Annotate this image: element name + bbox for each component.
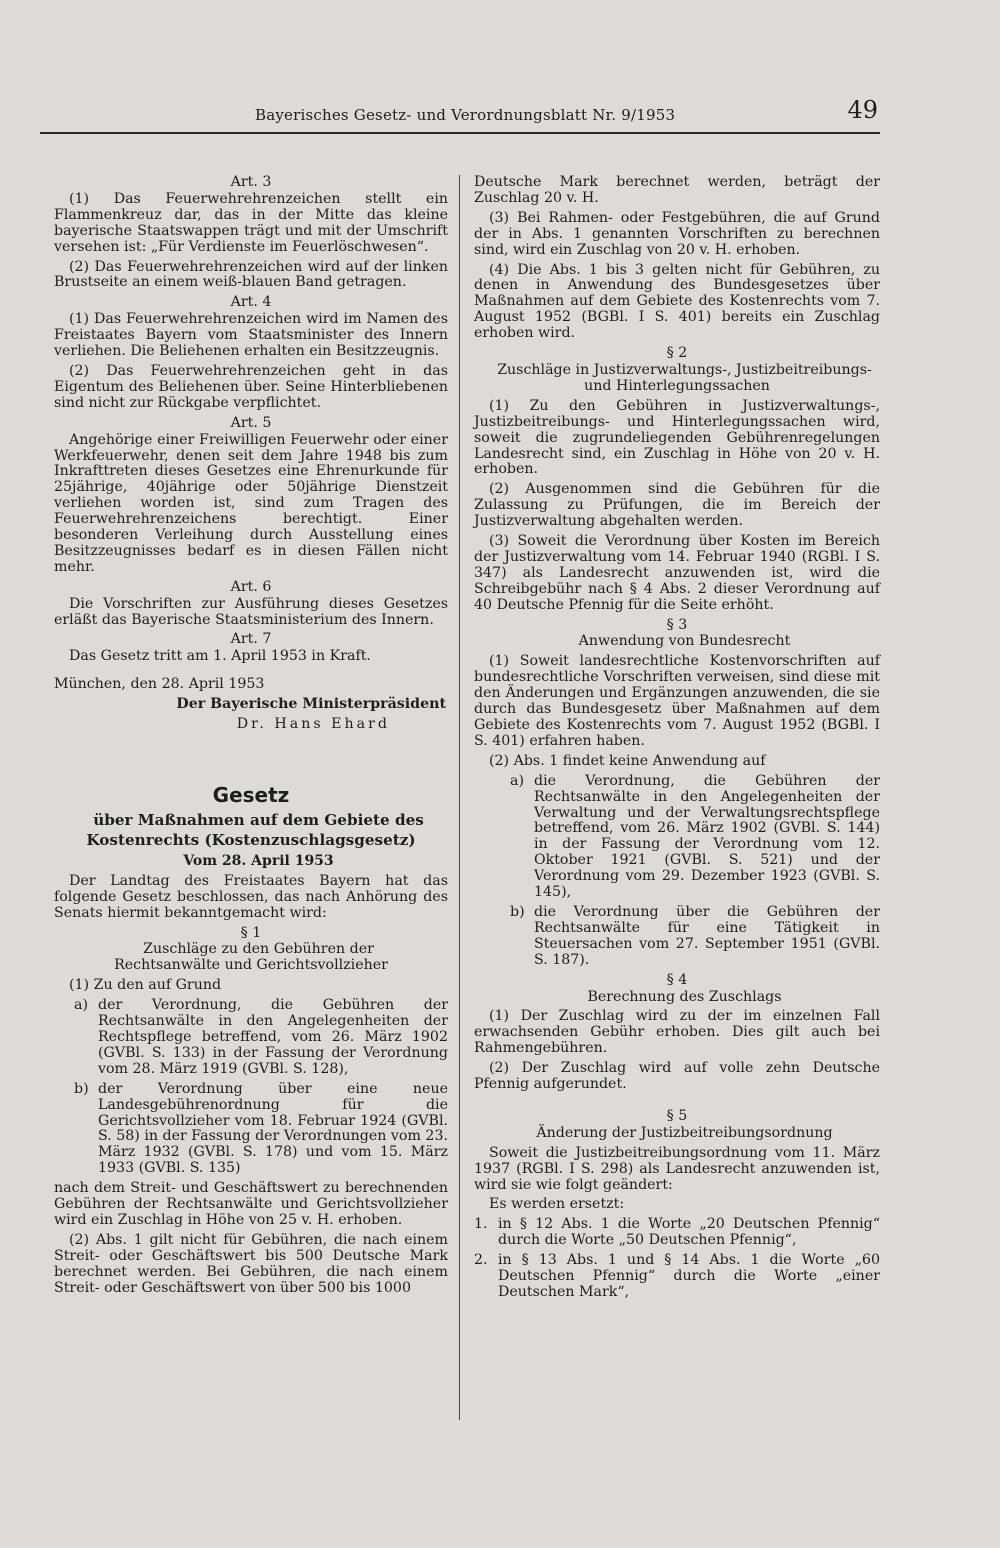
s3-paragraph-2-intro: (2) Abs. 1 findet keine Anwendung auf [489,752,766,769]
art4-heading: Art. 4 [230,294,272,311]
s4-paragraph-1: (1) Der Zuschlag wird zu der im einzelnen Fall erwachsenden Gebühr erhoben. Dies gilt auch bei Rahmengebühren. [474,1008,880,1057]
s3-item-b-text: die Verordnung über die Gebühren der Rechtsanwälte für eine Tätigkeit in Steuersachen vom 27. September 1951 (GVBl. S. 187). [534,903,880,968]
s5-item-2 [474,1253,880,1301]
signer-title: Der Bayerische Ministerpräsident [176,696,446,713]
art4-paragraph-1: (1) Das Feuerwehrehrenzeichen wird im Namen des Freistaates Bayern vom Staatsminister des Innern verliehen. Die Beliehenen erhalten ein Besitzzeugnis. [54,311,448,360]
art5-heading: Art. 5 [230,414,272,431]
s3-paragraph-1: (1) Soweit landesrechtliche Kostenvorschriften auf bundesrechtliche Vorschriften verweisen, sind diese mit den Änderungen und Ergänzungen anzuwenden, die sie durch das Bundesgesetz über Maßnahmen auf dem Gebiete des Kostenrechts vom 7. August 1952 (BGBl. I S. 401) erfahren haben. [474,653,880,749]
s3-item-b [474,905,880,969]
journal-title: Bayerisches Gesetz- und Verordnungsblatt Nr. 9/1953 [255,106,676,124]
art7-paragraph-1: Das Gesetz tritt am 1. April 1953 in Kraft. [69,648,371,665]
s5-paragraph-1: Soweit die Justizbeitreibungsordnung vom 11. März 1937 (RGBl. I S. 298) als Landesrecht anzuwenden ist, wird sie wie folgt geändert: [474,1144,880,1193]
s1-paragraph-2: (2) Abs. 1 gilt nicht für Gebühren, die nach einem Streit- oder Geschäftswert bis 500 Deutsche Mark berechnet werden. Bei Gebühren, die nach einem Streit- oder Geschäftswert von über 500 bis 1000 [54,1231,448,1296]
s1-title: Zuschläge zu den Gebühren der Rechtsanwälte und Gerichtsvollzieher [114,941,388,974]
s1-paragraph-2-continued: Deutsche Mark berechnet werden, beträgt der Zuschlag 20 v. H. [474,174,880,206]
s4-paragraph-2: (2) Der Zuschlag wird auf volle zehn Deutsche Pfennig aufgerundet. [474,1060,880,1093]
s5-intro: Es werden ersetzt: [489,1196,625,1213]
s2-heading: § 2 [666,345,688,362]
preamble: Der Landtag des Freistaates Bayern hat das folgende Gesetz beschlossen, das nach Anhörung des Senats hiermit bekanntgemacht wird: [54,872,448,921]
s1-paragraph-4: (4) Die Abs. 1 bis 3 gelten nicht für Gebühren, zu denen in Anwendung des Bundesgesetzes über Maßnahmen auf dem Gebiete des Kostenrechts vom 7. August 1952 (BGBl. I S. 401) bereits ein Zuschlag erhoben wird. [474,261,880,342]
s3-heading: § 3 [666,616,688,633]
s3-item-a-label: a) [510,772,524,789]
page-header [40,96,880,134]
art4-paragraph-2: (2) Das Feuerwehrehrenzeichen geht in das Eigentum des Beliehenen über. Seine Hinterbliebenen sind nicht zur Rückgabe verpflichtet. [54,362,448,411]
place-date: München, den 28. April 1953 [54,676,265,693]
s1-item-b-text: der Verordnung über eine neue Landesgebührenordnung für die Gerichtsvollzieher vom 18. Februar 1924 (GVBl. S. 58) in der Fassung der Verordnungen vom 23. März 1932 (GVBl. S. 178) und vom 15. März 1933 (GVBl. S. 135) [98,1080,448,1177]
s1-item-b-label: b) [74,1080,89,1097]
s3-item-a [474,774,880,901]
art7-heading: Art. 7 [230,631,272,648]
page-number: 49 [847,96,878,124]
s3-item-b-label: b) [510,903,525,920]
law-title: Gesetz [212,783,290,807]
s1-item-b [54,1082,448,1177]
s1-paragraph-1-intro: (1) Zu den auf Grund [69,977,222,994]
column-divider [459,175,460,1420]
law-date: Vom 28. April 1953 [183,852,334,869]
s5-item-1-label: 1. [474,1216,488,1233]
art6-paragraph-1: Die Vorschriften zur Ausführung dieses Gesetzes erläßt das Bayerische Staatsministerium des Innern. [54,595,448,628]
s3-item-a-text: die Verordnung, die Gebühren der Rechtsanwälte in den Angelegenheiten der Verwaltung und der Verwaltungsrechtspflege betreffend, vom 26. März 1902 (GVBl. S. 144) in der Fassung der Verordnung vom 12. Oktober 1921 (GVBl. S. 521) und der Verordnung vom 29. Dezember 1923 (GVBl. S. 145), [534,772,880,901]
law-subtitle: über Maßnahmen auf dem Gebiete des Kostenrechts (Kostenzuschlagsgesetz) [86,810,424,849]
s4-title: Berechnung des Zuschlags [587,988,782,1005]
s3-title: Anwendung von Bundesrecht [578,633,791,650]
art3-paragraph-2: (2) Das Feuerwehrehrenzeichen wird auf der linken Brustseite an einem weiß-blauen Band getragen. [54,258,448,291]
signer-name: Dr. Hans Ehard [236,716,390,733]
s2-paragraph-3: (3) Soweit die Verordnung über Kosten im Bereich der Justizverwaltung vom 14. Februar 1940 (RGBl. I S. 347) als Landesrecht anzuwenden ist, wird die Schreibgebühr nach § 4 Abs. 2 dieser Verordnung auf 40 Deutsche Pfennig für die Seite erhöht. [474,533,880,613]
s2-paragraph-1: (1) Zu den Gebühren in Justizverwaltungs-, Justizbeitreibungs- und Hinterlegungssachen wird, soweit die zugrundeliegenden Gebührenregelungen Landesrecht sind, ein Zuschlag in Höhe von 20 v. H. erhoben. [474,397,880,478]
s5-item-2-text: in § 13 Abs. 1 und § 14 Abs. 1 die Worte „60 Deutschen Pfennig“ durch die Worte „einer Deutschen Mark“, [498,1252,880,1300]
s1-item-a-label: a) [74,997,88,1014]
s5-item-1-text: in § 12 Abs. 1 die Worte „20 Deutschen Pfennig“ durch die Worte „50 Deutschen Pfennig“, [498,1216,880,1249]
s1-item-a-text: der Verordnung, die Gebühren der Rechtsanwälte in den Angelegenheiten der Rechtspflege betreffend, vom 26. März 1902 (GVBl. S. 133) in der Fassung der Verordnung vom 28. März 1919 (GVBl. S. 128), [98,997,448,1077]
s1-item-a [54,998,448,1078]
s5-item-2-label: 2. [474,1252,488,1269]
art3-paragraph-1: (1) Das Feuerwehrehrenzeichen stellt ein Flammenkreuz dar, das in der Mitte das kleine bayerische Staatswappen trägt und mit der Umschrift versehen ist: „Für Verdienste im Feuerlöschwesen“. [54,190,448,255]
s5-heading: § 5 [666,1107,688,1124]
s5-item-1 [474,1217,880,1249]
s1-heading: § 1 [240,924,262,941]
art5-paragraph-1: Angehörige einer Freiwilligen Feuerwehr oder einer Werkfeuerwehr, denen seit dem Jahre 1948 bis zum Inkrafttreten dieses Gesetzes eine Ehrenurkunde für 25jährige, 40jährige oder 50jährige Dienstzeit verliehen worden ist, sind zum Tragen des Feuerwehrehrenzeichens berechtigt. Einer besonderen Verleihung durch Ausstellung eines Besitzzeugnisses bedarf es in diesen Fällen nicht mehr. [54,431,448,575]
right-column [474,175,880,1305]
s5-title: Änderung der Justizbeitreibungsordnung [536,1124,833,1141]
art3-heading: Art. 3 [230,174,272,190]
art6-heading: Art. 6 [230,578,272,595]
s1-paragraph-1-end: nach dem Streit- und Geschäftswert zu berechnenden Gebühren der Rechtsanwälte und Gerichtsvollzieher wird ein Zuschlag in Höhe von 25 v. H. erhoben. [54,1180,448,1228]
s1-paragraph-3: (3) Bei Rahmen- oder Festgebühren, die auf Grund der in Abs. 1 genannten Vorschriften zu berechnen sind, wird ein Zuschlag von 20 v. H. erhoben. [474,209,880,258]
s2-title: Zuschläge in Justizverwaltungs-, Justizbeitreibungs- und Hinterlegungssachen [497,361,872,394]
s4-heading: § 4 [666,971,688,988]
s2-paragraph-2: (2) Ausgenommen sind die Gebühren für die Zulassung zu Prüfungen, die im Bereich der Justizverwaltung abgehalten werden. [474,481,880,530]
left-column [54,175,448,1300]
